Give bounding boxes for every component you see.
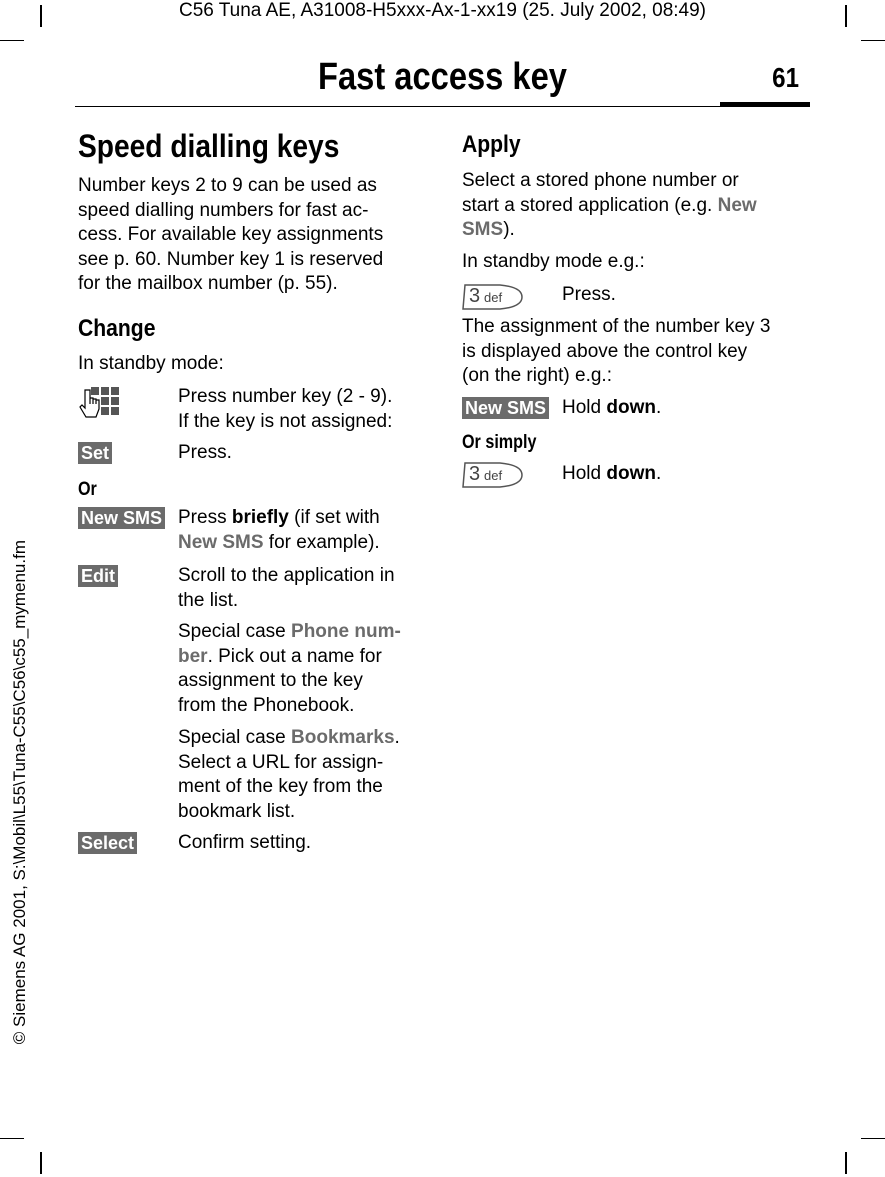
page-number: 61 [772,62,799,93]
crop-mark [861,40,885,41]
emphasis: down [606,397,656,418]
highlight: New SMS [178,531,264,553]
line: speed dialling numbers for fast ac- [78,199,369,221]
highlight: Phone num- [291,621,401,642]
text: Special case [178,621,292,642]
text: . [655,397,662,418]
line: from the Phonebook. [178,694,355,716]
text: . [394,727,400,748]
text: (if set with [288,507,380,528]
keypad-icon [79,386,119,428]
key-letters: def [484,468,503,483]
line: Scroll to the application in [178,565,395,586]
text: for example). [263,531,380,553]
copyright-side-note: © Siemens AG 2001, S:\Mobil\L55\Tuna-C55\C56\c55_mymenu.fm [10,540,29,1045]
step-press-number [178,385,392,434]
step-text: Press. [178,442,232,463]
divider [720,102,810,106]
step-text: Confirm setting. [178,832,312,853]
step-text [562,396,661,421]
text: Special case [178,727,292,748]
text: . [655,463,662,484]
step-text [178,506,428,555]
crop-mark [0,40,24,41]
line: ment of the key from the [178,776,383,797]
line: Number keys 2 to 9 can be used as [78,175,377,196]
subheading-apply: Apply [462,131,521,158]
text: start a stored application (e.g. [462,194,718,216]
crop-mark [861,1138,885,1139]
key-digit: 3 [469,463,481,485]
emphasis: down [606,463,656,484]
emphasis: briefly [231,507,289,528]
special-case-phone [178,620,401,718]
apply-intro [462,169,807,243]
line: (on the right) e.g.: [462,365,612,386]
text: . Pick out a name for [207,645,382,667]
line: assignment to the key [178,670,363,691]
subheading-change: Change [78,315,156,342]
text: Hold [562,397,607,418]
line: Select a stored phone number or [462,170,739,191]
section-heading: Speed dialling keys [78,128,340,164]
softkey-set: Set [78,442,112,464]
standby-text: In standby mode e.g.: [462,251,645,272]
assign-paragraph [462,315,812,389]
highlight: ber [178,645,208,667]
or-simply-label: Or simply [462,432,537,453]
softkey-new-sms: New SMS [78,507,165,529]
line: The assignment of the number key 3 [462,316,771,337]
line: Press number key (2 - 9). [178,386,393,407]
highlight: SMS [462,219,504,240]
standby-text: In standby mode: [78,353,224,374]
step-text [178,564,395,613]
divider [75,106,810,107]
key-3-icon [462,461,520,487]
special-case-bookmarks [178,726,400,824]
key-letters: def [484,290,503,305]
page-title: Fast access key [318,56,567,98]
key-digit: 3 [469,285,481,307]
or-label: Or [78,479,97,500]
text: ). [503,219,515,240]
line: the list. [178,589,239,611]
softkey-new-sms: New SMS [462,397,549,419]
intro-paragraph [78,174,423,297]
text: Press [178,507,232,528]
line: is displayed above the control key [462,340,748,362]
step-text [562,462,661,487]
text: Hold [562,463,607,484]
line: Select a URL for assign- [178,751,384,773]
softkey-edit: Edit [78,565,118,587]
line: see p. 60. Number key 1 is reserved [78,248,384,270]
line: bookmark list. [178,800,296,822]
softkey-select: Select [78,832,137,854]
line: If the key is not assigned: [178,410,393,432]
step-text: Press. [562,284,616,305]
crop-mark [40,1152,42,1174]
key-3-icon [462,283,520,309]
highlight: Bookmarks [291,727,395,748]
doc-info: C56 Tuna AE, A31008-H5xxx-Ax-1-xx19 (25. July 2002, 08:49) [178,0,707,21]
highlight: New [717,194,757,216]
crop-mark [845,1152,847,1174]
line: cess. For available key assignments [78,224,384,245]
line: for the mailbox number (p. 55). [78,273,338,294]
